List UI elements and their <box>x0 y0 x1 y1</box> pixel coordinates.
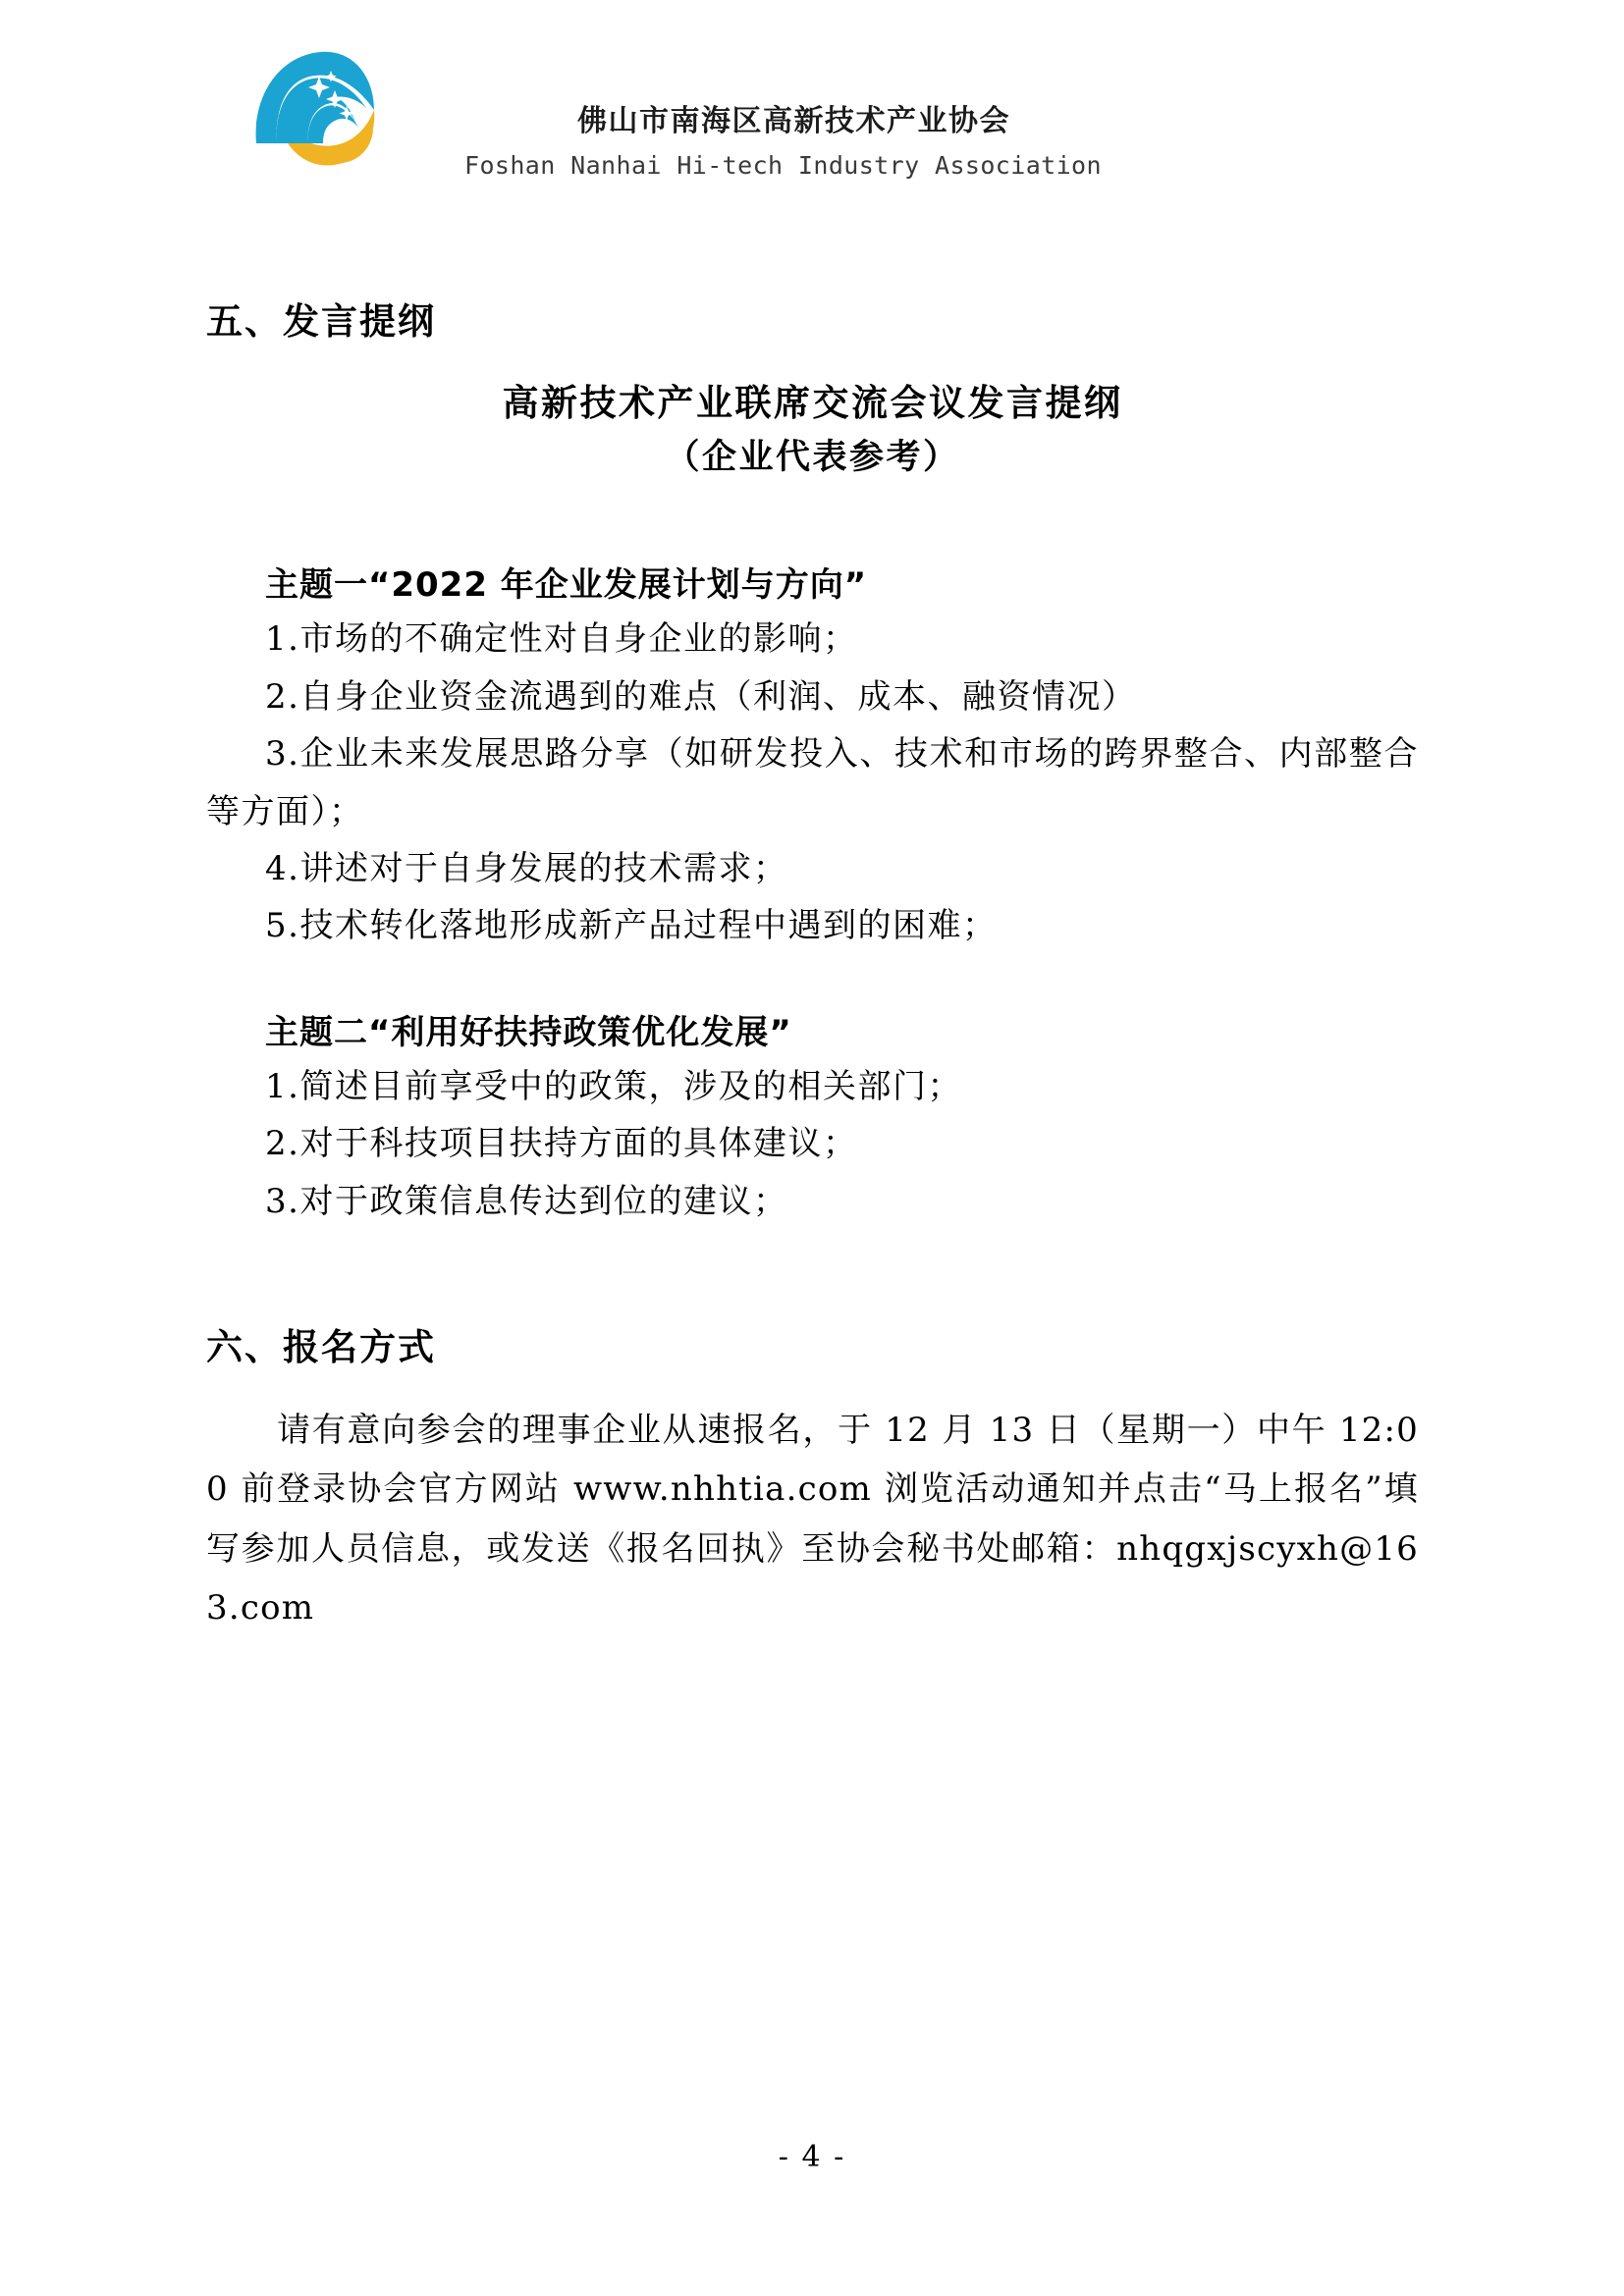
topic-two-heading: 主题二“利用好扶持政策优化发展” <box>265 1012 792 1052</box>
association-arch-logo-icon <box>248 41 378 171</box>
section-heading-six: 六、报名方式 <box>206 1326 436 1369</box>
topic-two-item-3: 3.对于政策信息传达到位的建议； <box>265 1181 788 1221</box>
topic-one-item-1: 1.市场的不确定性对自身企业的影响； <box>265 619 858 660</box>
registration-paragraph: 请有意向参会的理事企业从速报名，于 12 月 13 日（星期一）中午 12:00 前登录协会官方网站 www.nhhtia.com 浏览活动通知并点击“马上报名”填写参加人员信息，或发送《报名回执》至协会秘书处邮箱：nhqgxjscyxh@163.com <box>206 1410 1419 1629</box>
topic-one-item-4: 4.讲述对于自身发展的技术需求； <box>265 848 788 888</box>
organization-name-en: Foshan Nanhai Hi-tech Industry Association <box>464 150 1102 180</box>
topic-one-item-3: 3.企业未来发展思路分享（如研发投入、技术和市场的跨界整合、内部整合等方面）； <box>206 734 1419 831</box>
section-heading-five: 五、发言提纲 <box>206 300 436 343</box>
document-body <box>206 294 1419 1638</box>
document-subtitle: （企业代表参考） <box>665 436 960 477</box>
topic-two-item-1: 1.简述目前享受中的政策，涉及的相关部门； <box>265 1066 962 1106</box>
topic-one-heading: 主题一“2022 年企业发展计划与方向” <box>265 565 868 606</box>
organization-names <box>464 104 1265 180</box>
topic-one-item-5: 5.技术转化落地形成新产品过程中遇到的困难； <box>265 906 998 946</box>
page-number-footer: - 4 - <box>778 2140 846 2174</box>
organization-name-cn: 佛山市南海区高新技术产业协会 <box>577 104 1010 138</box>
topic-one-item-2: 2.自身企业资金流遇到的难点（利润、成本、融资情况） <box>265 676 1137 717</box>
letterhead <box>0 0 1624 187</box>
topic-two-item-2: 2.对于科技项目扶持方面的具体建议； <box>265 1124 858 1164</box>
document-title: 高新技术产业联席交流会议发言提纲 <box>502 380 1123 424</box>
